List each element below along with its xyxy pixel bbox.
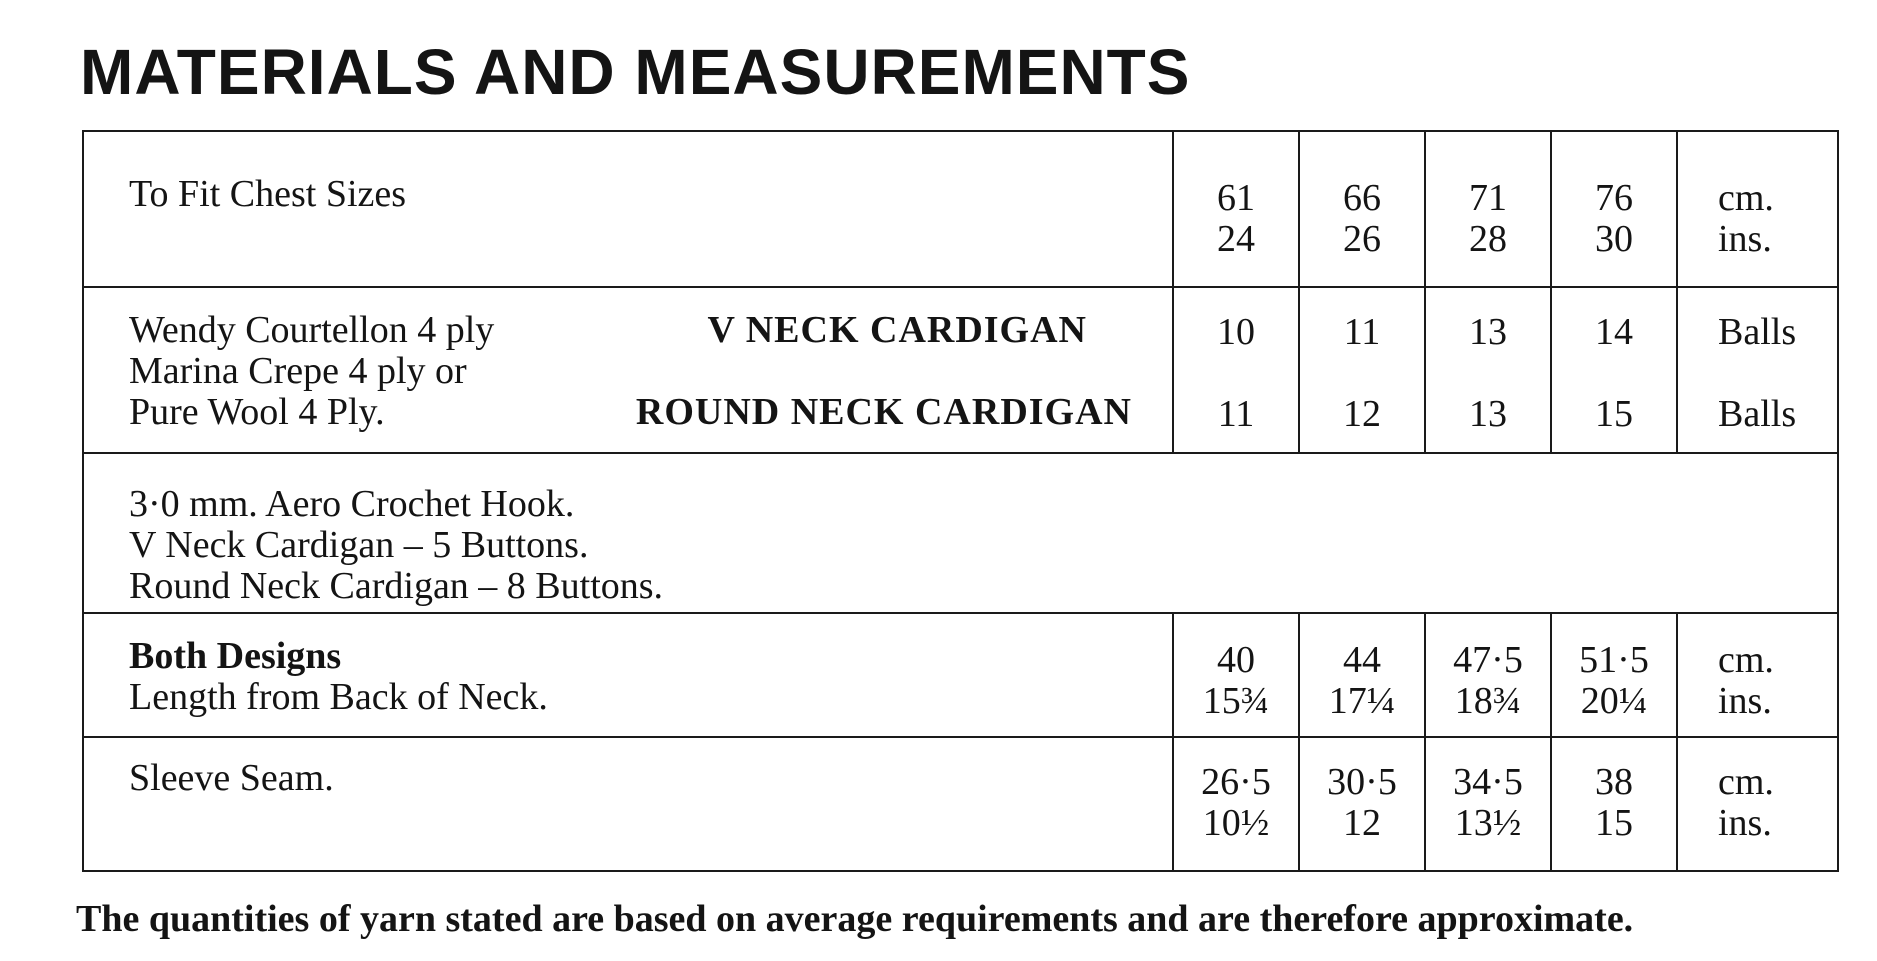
sleeve-ins-value: 10½ xyxy=(1202,802,1270,844)
length-cm-value: 47·5 xyxy=(1453,639,1523,681)
chest-size-cell xyxy=(1425,131,1551,287)
notions-cell xyxy=(83,453,1838,613)
materials-table-container xyxy=(82,130,1837,870)
unit-balls: Balls xyxy=(1718,311,1797,353)
length-row xyxy=(83,613,1838,737)
sleeve-cm-value: 38 xyxy=(1595,761,1633,803)
sleeve-cell xyxy=(1299,737,1425,871)
v-neck-balls-value: 10 xyxy=(1217,311,1255,353)
yarn-balls-cell xyxy=(1299,287,1425,453)
unit-cm: cm. xyxy=(1718,639,1774,681)
sleeve-row xyxy=(83,737,1838,871)
chest-cm-value: 66 xyxy=(1343,177,1381,219)
yarn-line: Wendy Courtellon 4 ply xyxy=(129,309,495,351)
chest-sizes-label: To Fit Chest Sizes xyxy=(83,131,1173,287)
sleeve-cell xyxy=(1173,737,1299,871)
notion-line: Round Neck Cardigan – 8 Buttons. xyxy=(129,565,664,607)
unit-cm: cm. xyxy=(1718,761,1774,803)
sleeve-cell xyxy=(1425,737,1551,871)
sleeve-cell xyxy=(1551,737,1677,871)
yarn-description-cell xyxy=(83,287,1173,453)
sleeve-cm-value: 30·5 xyxy=(1327,761,1397,803)
sleeve-cm-value: 26·5 xyxy=(1201,761,1271,803)
sleeve-ins-value: 13½ xyxy=(1454,802,1522,844)
yarn-balls-cell xyxy=(1425,287,1551,453)
chest-cm-value: 61 xyxy=(1217,177,1255,219)
length-unit-cell xyxy=(1677,613,1838,737)
length-cell xyxy=(1551,613,1677,737)
length-ins-value: 15¾ xyxy=(1202,680,1270,722)
round-neck-balls-value: 12 xyxy=(1343,393,1381,435)
v-neck-balls-value: 13 xyxy=(1469,311,1507,353)
chest-unit-cell xyxy=(1677,131,1838,287)
round-neck-balls-value: 13 xyxy=(1469,393,1507,435)
unit-balls: Balls xyxy=(1718,393,1797,435)
yarn-row xyxy=(83,287,1838,453)
yarn-balls-cell xyxy=(1551,287,1677,453)
yarn-line: Marina Crepe 4 ply or xyxy=(129,350,467,392)
length-cell xyxy=(1173,613,1299,737)
chest-cm-value: 71 xyxy=(1469,177,1507,219)
round-neck-balls-value: 15 xyxy=(1595,393,1633,435)
round-neck-balls-value: 11 xyxy=(1217,393,1255,435)
v-neck-cardigan-label: V NECK CARDIGAN xyxy=(707,309,1087,351)
sleeve-cm-value: 34·5 xyxy=(1453,761,1523,803)
yarn-unit-cell xyxy=(1677,287,1838,453)
notions-row xyxy=(83,453,1838,613)
sleeve-ins-value: 12 xyxy=(1343,802,1381,844)
materials-table xyxy=(82,130,1839,872)
v-neck-balls-value: 14 xyxy=(1595,311,1633,353)
chest-size-cell xyxy=(1551,131,1677,287)
length-cm-value: 51·5 xyxy=(1579,639,1649,681)
chest-cm-value: 76 xyxy=(1595,177,1633,219)
unit-cm: cm. xyxy=(1718,177,1774,219)
length-ins-value: 17¼ xyxy=(1328,680,1396,722)
v-neck-balls-value: 11 xyxy=(1343,311,1381,353)
yarn-quantity-note: The quantities of yarn stated are based on average requirements and are therefore approximate. xyxy=(76,898,1634,940)
length-cell xyxy=(1299,613,1425,737)
length-cm-value: 44 xyxy=(1343,639,1381,681)
length-label: Length from Back of Neck. xyxy=(129,676,548,718)
length-cell xyxy=(1425,613,1551,737)
sleeve-unit-cell xyxy=(1677,737,1838,871)
length-cm-value: 40 xyxy=(1217,639,1255,681)
unit-ins: ins. xyxy=(1718,680,1772,722)
chest-ins-value: 26 xyxy=(1343,218,1381,260)
length-ins-value: 20¼ xyxy=(1580,680,1648,722)
notion-line: 3·0 mm. Aero Crochet Hook. xyxy=(129,483,575,525)
chest-size-cell xyxy=(1299,131,1425,287)
page-title: MATERIALS AND MEASUREMENTS xyxy=(80,36,1191,108)
chest-ins-value: 30 xyxy=(1595,218,1633,260)
unit-ins: ins. xyxy=(1718,802,1772,844)
chest-ins-value: 28 xyxy=(1469,218,1507,260)
chest-sizes-row xyxy=(83,131,1838,287)
unit-ins: ins. xyxy=(1718,218,1772,260)
chest-size-cell xyxy=(1173,131,1299,287)
round-neck-cardigan-label: ROUND NECK CARDIGAN xyxy=(635,391,1132,433)
sleeve-label: Sleeve Seam. xyxy=(83,737,1173,871)
length-label-cell xyxy=(83,613,1173,737)
notion-line: V Neck Cardigan – 5 Buttons. xyxy=(129,524,589,566)
both-designs-heading: Both Designs xyxy=(129,635,342,677)
yarn-balls-cell xyxy=(1173,287,1299,453)
length-ins-value: 18¾ xyxy=(1454,680,1522,722)
chest-ins-value: 24 xyxy=(1217,218,1255,260)
yarn-line: Pure Wool 4 Ply. xyxy=(129,391,385,433)
sleeve-ins-value: 15 xyxy=(1595,802,1633,844)
